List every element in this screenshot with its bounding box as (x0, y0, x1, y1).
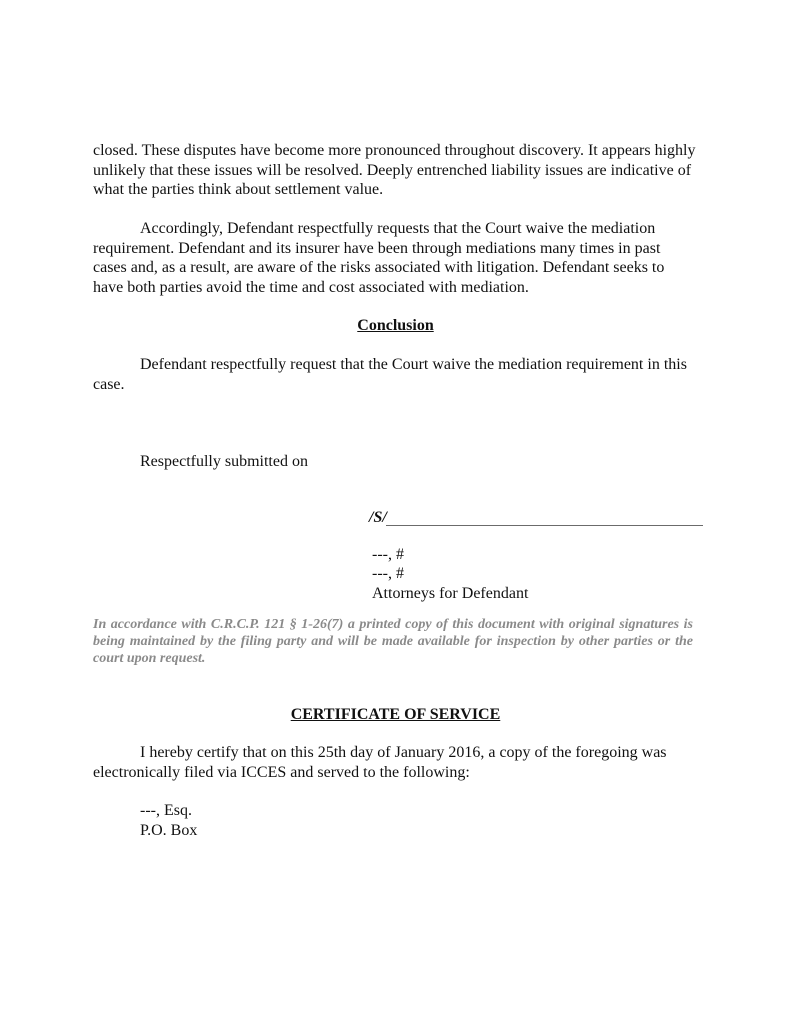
recipient-address-line: P.O. Box (140, 822, 198, 839)
recipient-name-line: ---, Esq. (140, 802, 192, 819)
conclusion-paragraph: Defendant respectfully request that the Court waive the mediation requirement in this case. (93, 356, 687, 393)
signature-attorney-line-1: ---, # (372, 546, 404, 563)
continuation-paragraph: closed. These disputes have become more pronounced throughout discovery. It appears highly unlikely that these issues will be resolved. Deeply entrenched liability issues are indicative of what the parties think about settlement value. (93, 142, 696, 198)
original-signatures-notice: In accordance with C.R.C.P. 121 § 1-26(7) a printed copy of this document with original signatures is being maintained by the filing party and will be made available for inspection by other parties or the court upon request. (93, 617, 693, 666)
conclusion-heading: Conclusion (357, 317, 434, 334)
signature-attorney-line-2: ---, # (372, 565, 404, 582)
signature-attorneys-for-defendant: Attorneys for Defendant (372, 585, 529, 602)
accordingly-paragraph: Accordingly, Defendant respectfully requests that the Court waive the mediation requirement. Defendant and its insurer have been through mediations many times in past cases and, as a result, are aware of the risks associated with litigation. Defendant seeks to have both parties avoid the time and cost associated with mediation. (93, 220, 665, 296)
signature-label: /S/ (369, 509, 387, 526)
certificate-paragraph: I hereby certify that on this 25th day of January 2016, a copy of the foregoing was electronically filed via ICCES and served to the following: (93, 744, 667, 781)
signature-line (386, 525, 703, 526)
certificate-of-service-heading: CERTIFICATE OF SERVICE (290, 706, 501, 723)
respectfully-submitted-line: Respectfully submitted on (140, 453, 308, 470)
